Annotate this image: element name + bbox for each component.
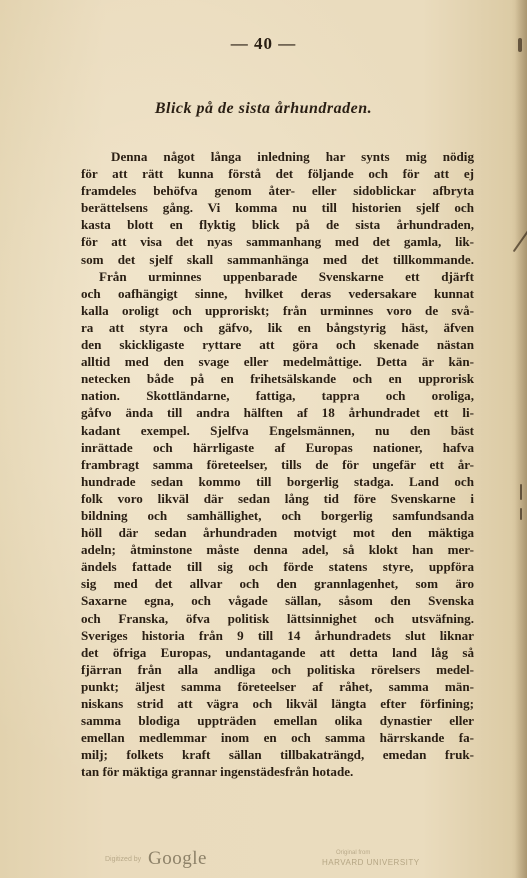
text-line: inrättade och härrligaste af Europas nationer, hafva	[81, 439, 474, 455]
text-line: milj; folkets kraft sällan tillbakaträngd, emedan fruk-	[81, 747, 474, 763]
text-line: alltid med den svage eller medelmåttige. Detta är kän-	[81, 354, 474, 370]
text-line: ra att styra och gäfvo, lik en bångstyrig häst, äfven	[81, 319, 474, 335]
margin-ink-mark	[520, 508, 522, 520]
text-line: Denna något långa inledning har synts mig nödig	[111, 149, 474, 164]
text-line: den skickligaste ryttare att göra och skenade nästan	[81, 337, 474, 353]
text-line: för att rätt kunna förstå det följande och för att ej	[81, 166, 474, 182]
text-line: punkt; äljest samma företeelser af råhet, samma män-	[81, 678, 474, 694]
google-logo: Google	[148, 848, 207, 869]
text-line: kasta blott en flyktig blick på de sista århundraden,	[81, 217, 474, 233]
text-line: adeln; åtminstone måste denna adel, så klokt han mer-	[81, 542, 474, 558]
section-heading: Blick på de sista århundraden.	[154, 100, 373, 117]
text-line: nation. Skottländarne, fattiga, tappra och oroliga,	[81, 388, 474, 404]
text-line: sig med det allvar och den grannlagenhet, som äro	[81, 576, 474, 592]
text-line: och oafhängigt sinne, hvilket deras vedersakare kunnat	[81, 285, 474, 301]
text-line: kadant exempel. Sjelfva Engelsmännen, nu den bäst	[81, 422, 474, 438]
page-number: — 40 —	[230, 34, 297, 53]
text-line: höll där sedan århundraden motvigt mot den mäktiga	[81, 525, 474, 541]
text-line: kalla oroligt och upproriskt; från urminnes voro de svå-	[81, 302, 474, 318]
text-line: hundrade sedan kommo till borgerlig stadga. Land och	[81, 473, 474, 489]
text-line: Från urminnes uppenbarade Svenskarne ett djärft	[99, 268, 474, 284]
text-line: bildning och samhällighet, och borgerlig samfundsanda	[81, 507, 474, 523]
text-line: netecken både på en frihetsälskande och en upprorisk	[81, 371, 474, 387]
text-line: och Franska, öfva politisk lättsinnighet och utsväfning.	[81, 610, 474, 626]
text-line: berättelsens gång. Vi komma nu till historien sjelf och	[81, 200, 474, 216]
body-text	[81, 148, 474, 780]
text-line: ändels fattade till sig och förde statens styre, uppföra	[81, 559, 474, 575]
text-line: samma blodiga uppträden emellan olika dynastier eller	[81, 713, 474, 729]
text-line: tan för mäktiga grannar ingenstädesfrån hotade.	[81, 764, 354, 780]
text-line: Sveriges historia från 9 till 14 århundradets slut liknar	[81, 627, 474, 643]
text-line: folk voro likväl där sedan lång tid före Svenskarne i	[81, 490, 474, 506]
text-line: för att visa det nyas sammanhang med det gamla, lik-	[81, 234, 474, 250]
text-line: Saxarne egna, och vågade sällan, såsom den Svenska	[81, 593, 474, 609]
original-from-label: Original from	[336, 850, 371, 856]
text-line: framdeles behöfva genom åter- eller sidoblickar afbryta	[81, 183, 474, 199]
margin-ink-mark	[520, 484, 522, 500]
page-edge-shadow	[515, 0, 527, 878]
text-line: gåfvo ända till andra hälften af 18 århundradet ett li-	[81, 405, 474, 421]
text-line: som det sjelf skall sammanhänga med det tillkommande.	[81, 251, 474, 267]
text-line: det öfriga Europas, undantagande att detta land låg så	[81, 644, 474, 660]
text-line: niskans strid att vägra och likväl längta efter förfining;	[81, 696, 474, 711]
text-line: fjärran från alla andliga och politiska rörelsers medel-	[81, 661, 474, 677]
text-line: emellan medlemmar inom en och samma härrskande fa-	[81, 730, 474, 746]
digitized-by-label: Digitized by	[105, 856, 142, 863]
margin-ink-mark	[518, 38, 522, 52]
harvard-label: HARVARD UNIVERSITY	[322, 858, 420, 867]
text-line: frambragt samma företeelser, tills de för ungefär ett år-	[81, 456, 474, 472]
digitization-watermark	[0, 848, 527, 870]
